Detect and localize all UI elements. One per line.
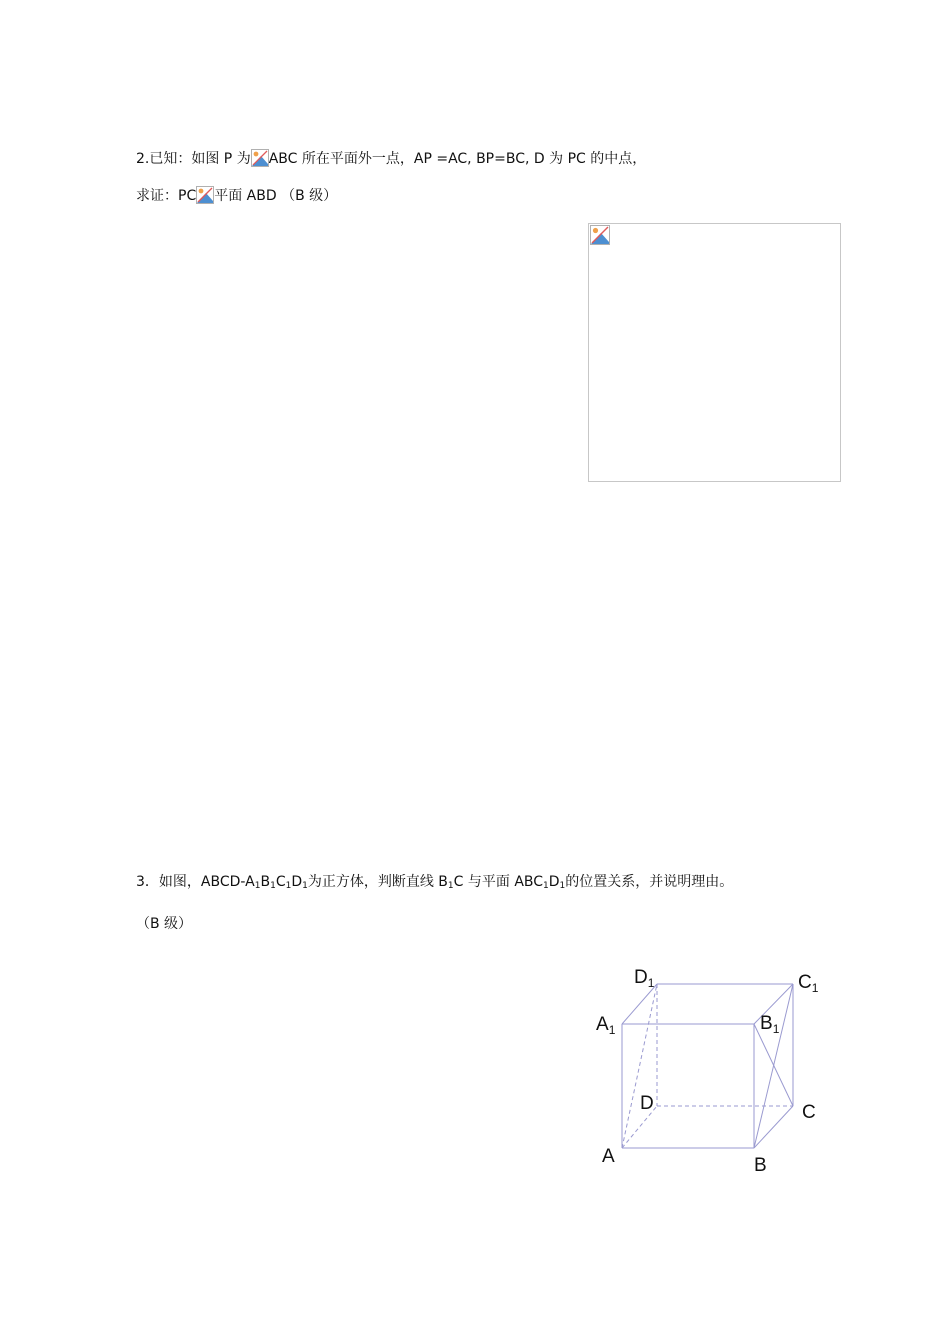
broken-image-icon (590, 225, 610, 245)
problem2-proof-b: 平面 ABD （B 级） (214, 188, 338, 204)
diagonal-b-c1 (754, 984, 793, 1148)
label-b: B (754, 1155, 767, 1176)
label-c: C (802, 1102, 816, 1123)
problem2-line2 (136, 186, 337, 206)
label-d: D (640, 1093, 654, 1114)
hidden-diagonal-a-d1 (622, 984, 657, 1148)
label-b1: $B_1$ (760, 1013, 780, 1036)
problem2-figure-placeholder (588, 223, 841, 482)
problem3-intro: 3．如图，ABCD-A (136, 874, 255, 890)
label-c1: $C_1$ (798, 972, 819, 995)
subscript: 1 (270, 881, 276, 891)
subscript: 1 (285, 881, 292, 891)
subscript: 1 (543, 881, 549, 891)
subscript: 1 (302, 881, 308, 891)
problem3-letter: D (548, 874, 560, 890)
label-a: A (602, 1146, 615, 1167)
problem2-line1 (136, 149, 646, 169)
edge-a1-d1 (622, 984, 657, 1024)
problem3-text: 的位置关系，并说明理由。 (565, 874, 734, 890)
problem2-text-b: ABC 所在平面外一点，AP =AC, BP=BC, D 为 PC 的中点， (268, 151, 647, 167)
problem2-proof-a: 求证：PC (136, 188, 197, 204)
broken-image-icon (196, 186, 214, 204)
broken-image-icon (251, 149, 269, 167)
problem3-text: C 与平面 ABC (453, 874, 544, 890)
label-d1: $D_1$ (634, 967, 655, 990)
label-a1: $A_1$ (596, 1014, 616, 1037)
problem3-letter: B (260, 874, 271, 890)
subscript: 1 (559, 881, 566, 891)
problem3-letter: D (291, 874, 303, 890)
problem2-text-a: 2.已知：如图 P 为 (136, 151, 251, 167)
problem3-level-text: （B 级） (136, 916, 193, 932)
subscript: 1 (447, 881, 454, 891)
edge-b-c (754, 1106, 793, 1148)
problem3-text: 为正方体，判断直线 B (307, 874, 448, 890)
cube-diagram (580, 955, 840, 1185)
problem3-level (136, 914, 192, 934)
problem3-letter: C (275, 874, 286, 890)
problem3-line1 (136, 872, 733, 896)
subscript: 1 (254, 881, 261, 891)
